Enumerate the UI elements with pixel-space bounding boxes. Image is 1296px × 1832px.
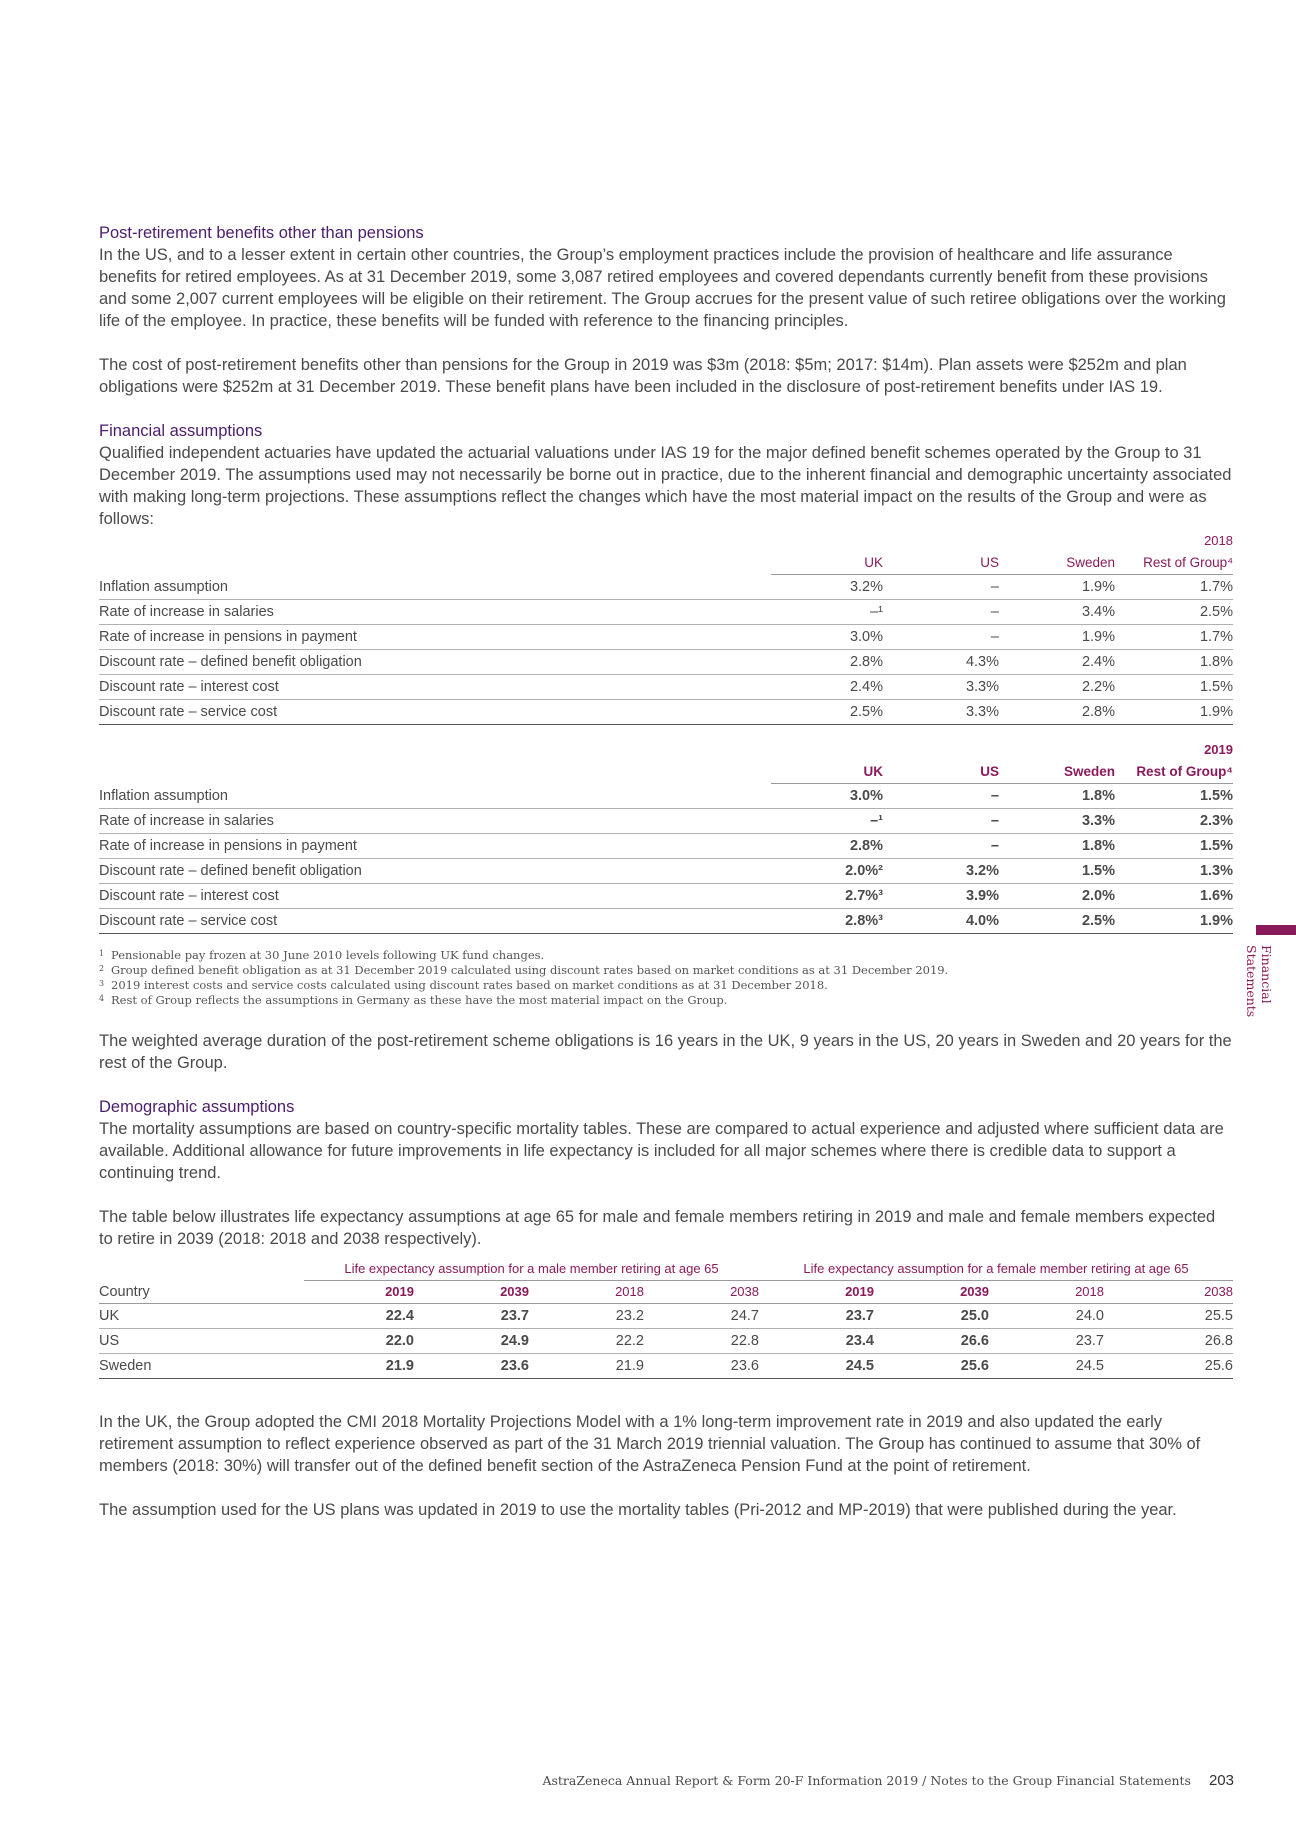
cell: 2.3% [1115,809,1233,834]
cell: 2.5% [999,909,1115,934]
side-tab-label: Financial Statements [1244,945,1274,1018]
row-label: Sweden [99,1354,304,1379]
row-label: Discount rate – interest cost [99,675,771,700]
cell: 22.4 [304,1304,414,1329]
cell: 3.3% [999,809,1115,834]
column-header: 2019 [304,1281,414,1304]
column-header: Rest of Group⁴ [1115,761,1233,784]
cell: 1.3% [1115,859,1233,884]
cell: 2.0% [999,884,1115,909]
cell: 1.5% [1115,784,1233,809]
cell: 23.4 [759,1329,874,1354]
cell: 1.9% [1115,700,1233,725]
cell: – [883,809,999,834]
cell: – [883,625,999,650]
cell: 24.0 [989,1304,1104,1329]
group-header-female: Life expectancy assumption for a female member retiring at age 65 [759,1258,1233,1281]
table-row [99,884,1233,909]
cell: 4.3% [883,650,999,675]
cell: 25.6 [874,1354,989,1379]
table-row [99,700,1233,725]
cell: 1.8% [1115,650,1233,675]
page-content [99,222,1233,1521]
paragraph-actuaries: Qualified independent actuaries have updated the actuarial valuations under IAS 19 for the major defined benefit schemes operated by the Group to 31 December 2019. The assumptions used may not necessarily be borne out in practice, due to the inherent financial and demographic uncertainty associated with making long-term projections. These assumptions reflect the changes which have the most material impact on the results of the Group and were as follows: [99,444,1232,528]
cell: 24.5 [759,1354,874,1379]
cell: 22.2 [529,1329,644,1354]
cell: 1.9% [1115,909,1233,934]
cell: 23.2 [529,1304,644,1329]
column-header: Sweden [999,761,1115,784]
cell: 2.0%² [771,859,883,884]
row-label: Discount rate – defined benefit obligation [99,650,771,675]
cell: 2.8% [999,700,1115,725]
cell: 23.7 [759,1304,874,1329]
cell: 1.8% [999,784,1115,809]
table-assumptions-2018 [99,530,1233,725]
cell: 2.7%³ [771,884,883,909]
page-number: 203 [1208,1772,1234,1789]
row-label: Inflation assumption [99,575,771,600]
cell: 25.5 [1104,1304,1233,1329]
table-assumptions-2019 [99,739,1233,934]
paragraph-healthcare: In the US, and to a lesser extent in certain other countries, the Group’s employment practices include the provision of healthcare and life assurance benefits for retired employees. As at 31 December 2019, some 3,087 retired employees and covered dependants currently benefit from these provisions and some 2,007 current employees will be eligible on their retirement. The Group accrues for the present value of such retiree obligations over the working life of the employee. In practice, these benefits will be funded with reference to the financing principles. [99,246,1226,330]
table-row [99,625,1233,650]
cell: 24.9 [414,1329,529,1354]
column-header: US [883,761,999,784]
cell: 4.0% [883,909,999,934]
cell: 2.8%³ [771,909,883,934]
paragraph-duration: The weighted average duration of the post-retirement scheme obligations is 16 years in the UK, 9 years in the US, 20 years in Sweden and 20 years for the rest of the Group. [99,1032,1232,1072]
table-row [99,909,1233,934]
cell: 2.4% [999,650,1115,675]
section-heading-financial-assumptions: Financial assumptions [99,422,263,440]
row-label: Rate of increase in salaries [99,809,771,834]
row-label: Inflation assumption [99,784,771,809]
cell: 2.8% [771,650,883,675]
table-life-expectancy [99,1258,1233,1379]
cell: 1.7% [1115,575,1233,600]
section-heading-demographic-assumptions: Demographic assumptions [99,1098,295,1116]
cell: – [883,784,999,809]
footnote: 2 Group defined benefit obligation as at 31 December 2019 calculated using discount rates based on market conditions as at 31 December 2019. [99,963,949,977]
cell: 22.8 [644,1329,759,1354]
cell: – [883,575,999,600]
cell: – [883,600,999,625]
cell: 23.7 [989,1329,1104,1354]
cell: 3.0% [771,625,883,650]
table-row [99,1304,1233,1329]
page-footer [542,1772,1234,1789]
footnote: 4 Rest of Group reflects the assumptions in Germany as these have the most material impact on the Group. [99,993,728,1007]
cell: 3.0% [771,784,883,809]
column-header: UK [771,552,883,575]
table-row [99,1354,1233,1379]
cell: –¹ [771,809,883,834]
table-row [99,675,1233,700]
row-label: Discount rate – service cost [99,700,771,725]
paragraph-uk-mortality: In the UK, the Group adopted the CMI 2018 Mortality Projections Model with a 1% long-term improvement rate in 2019 and also updated the early retirement assumption to reflect experience observed as part of the 31 March 2019 triennial valuation. The Group has continued to assume that 30% of members (2018: 30%) will transfer out of the defined benefit section of the AstraZeneca Pension Fund at the point of retirement. [99,1413,1201,1475]
cell: 1.5% [999,859,1115,884]
cell: 24.7 [644,1304,759,1329]
cell: 1.5% [1115,675,1233,700]
cell: 25.0 [874,1304,989,1329]
table-row [99,859,1233,884]
table-year-label: 2019 [1204,742,1233,757]
column-header: 2039 [414,1281,529,1304]
cell: 22.0 [304,1329,414,1354]
cell: 26.6 [874,1329,989,1354]
paragraph-life-expectancy: The table below illustrates life expectancy assumptions at age 65 for male and female members retiring in 2019 and male and female members expected to retire in 2039 (2018: 2018 and 2038 respectively). [99,1208,1216,1248]
cell: – [883,834,999,859]
cell: 2.2% [999,675,1115,700]
cell: 3.3% [883,700,999,725]
table-row [99,834,1233,859]
cell: 1.9% [999,575,1115,600]
cell: 2.5% [771,700,883,725]
cell: 1.5% [1115,834,1233,859]
column-header: UK [771,761,883,784]
cell: 2.4% [771,675,883,700]
cell: 21.9 [529,1354,644,1379]
column-header: Sweden [999,552,1115,575]
side-tab-marker [1256,925,1296,935]
row-label: Rate of increase in salaries [99,600,771,625]
row-label: US [99,1329,304,1354]
column-header: 2018 [989,1281,1104,1304]
paragraph-us-mortality: The assumption used for the US plans was updated in 2019 to use the mortality tables (Pri-2012 and MP-2019) that were published during the year. [99,1501,1177,1519]
cell: 3.2% [771,575,883,600]
cell: 1.7% [1115,625,1233,650]
cell: 3.2% [883,859,999,884]
cell: 24.5 [989,1354,1104,1379]
cell: 25.6 [1104,1354,1233,1379]
cell: –¹ [771,600,883,625]
row-label: Discount rate – service cost [99,909,771,934]
column-header-country: Country [99,1281,304,1304]
row-label: Discount rate – interest cost [99,884,771,909]
table-year-label: 2018 [1204,533,1233,548]
section-heading-post-retirement: Post-retirement benefits other than pensions [99,224,424,242]
paragraph-mortality: The mortality assumptions are based on country-specific mortality tables. These are compared to actual experience and adjusted where sufficient data are available. Additional allowance for future improvements in life expectancy is included for all major schemes where there is credible data to support a continuing trend. [99,1120,1224,1182]
cell: 2.8% [771,834,883,859]
table-row [99,575,1233,600]
row-label: Rate of increase in pensions in payment [99,625,771,650]
footnote: 3 2019 interest costs and service costs calculated using discount rates based on market conditions as at 31 December 2018. [99,978,828,992]
column-header: 2039 [874,1281,989,1304]
table-row [99,1329,1233,1354]
cell: 3.9% [883,884,999,909]
cell: 1.8% [999,834,1115,859]
cell: 2.5% [1115,600,1233,625]
table-row [99,600,1233,625]
group-header-male: Life expectancy assumption for a male member retiring at age 65 [304,1258,759,1281]
footnote: 1 Pensionable pay frozen at 30 June 2010 levels following UK fund changes. [99,948,545,962]
cell: 23.6 [414,1354,529,1379]
column-header: 2019 [759,1281,874,1304]
cell: 23.7 [414,1304,529,1329]
cell: 23.6 [644,1354,759,1379]
row-label: Rate of increase in pensions in payment [99,834,771,859]
table-row [99,784,1233,809]
column-header: 2038 [644,1281,759,1304]
cell: 21.9 [304,1354,414,1379]
table-row [99,809,1233,834]
cell: 26.8 [1104,1329,1233,1354]
column-header: US [883,552,999,575]
column-header: 2038 [1104,1281,1233,1304]
cell: 1.9% [999,625,1115,650]
cell: 1.6% [1115,884,1233,909]
column-header: Rest of Group⁴ [1115,552,1233,575]
footnotes [99,948,1233,1008]
row-label: Discount rate – defined benefit obligation [99,859,771,884]
paragraph-cost: The cost of post-retirement benefits other than pensions for the Group in 2019 was $3m (2018: $5m; 2017: $14m). Plan assets were $252m and plan obligations were $252m at 31 December 2019. These benefit plans have been included in the disclosure of post-retirement benefits under IAS 19. [99,356,1187,396]
row-label: UK [99,1304,304,1329]
cell: 3.3% [883,675,999,700]
cell: 3.4% [999,600,1115,625]
column-header: 2018 [529,1281,644,1304]
footer-text: AstraZeneca Annual Report & Form 20-F Information 2019 / Notes to the Group Financial Statements [542,1773,1191,1788]
table-row [99,650,1233,675]
